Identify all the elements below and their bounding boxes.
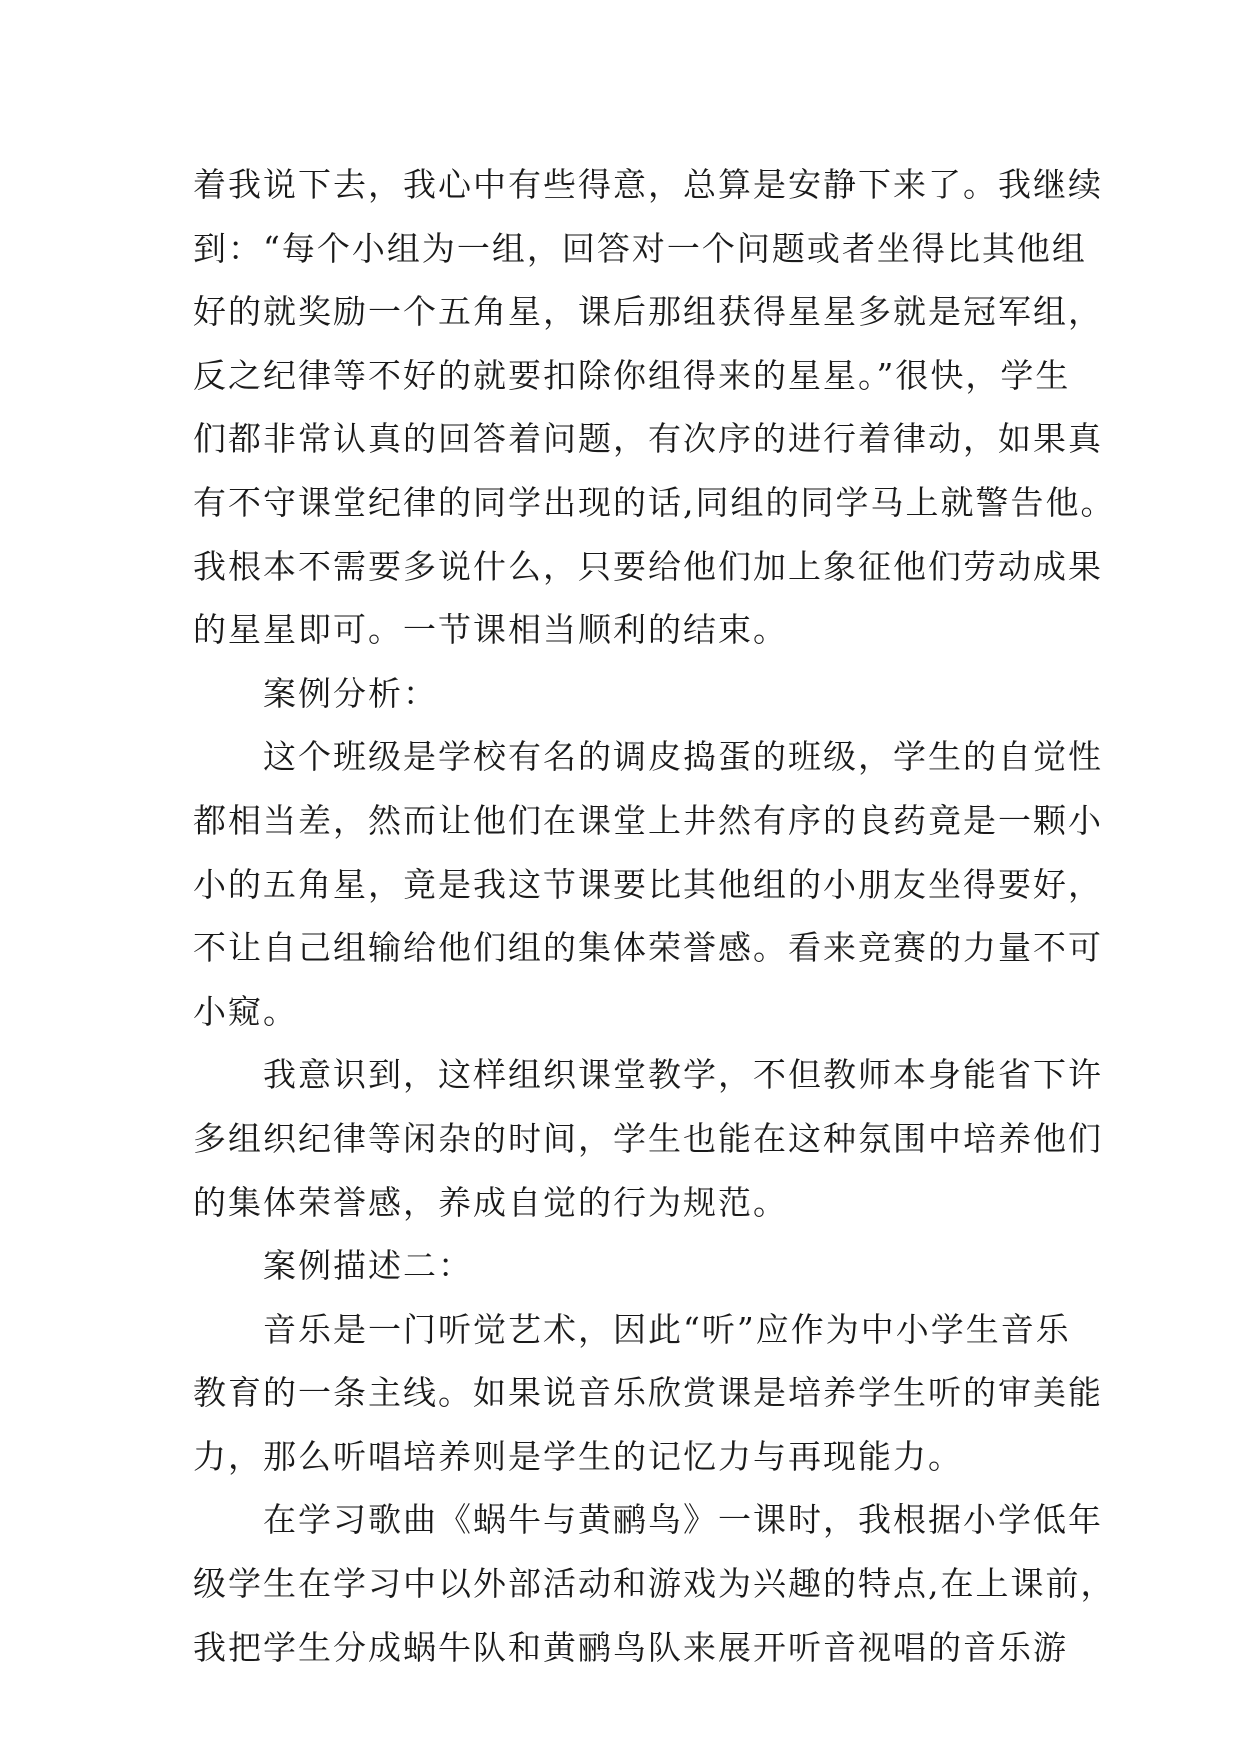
- text-line: 我意识到，这样组织课堂教学，不但教师本身能省下许: [263, 1055, 1103, 1095]
- text-line: 着我说下去，我心中有些得意，总算是安静下来了。我继续: [193, 165, 1103, 204]
- body-text: [193, 165, 1116, 1691]
- text-line: 有不守课堂纪律的同学出现的话,同组的同学马上就警告他。: [193, 482, 1116, 522]
- text-line: 反之纪律等不好的就要扣除你组得来的星星。”很快，学生: [193, 355, 1071, 395]
- text-line: 级学生在学习中以外部活动和游戏为兴趣的特点,在上课前，: [193, 1564, 1116, 1604]
- text-line: 音乐是一门听觉艺术，因此“听”应作为中小学生音乐: [263, 1309, 1071, 1349]
- text-line: 力，那么听唱培养则是学生的记忆力与再现能力。: [193, 1436, 963, 1476]
- text-line: 的星星即可。一节课相当顺利的结束。: [193, 610, 788, 650]
- text-line: 小窥。: [193, 991, 298, 1031]
- text-line: 案例描述二：: [263, 1246, 473, 1286]
- text-line: 案例分析：: [263, 673, 438, 713]
- text-line: 不让自己组输给他们组的集体荣誉感。看来竞赛的力量不可: [193, 928, 1103, 968]
- text-line: 都相当差，然而让他们在课堂上井然有序的良药竟是一颗小: [193, 800, 1103, 840]
- text-line: 教育的一条主线。如果说音乐欣赏课是培养学生听的审美能: [193, 1373, 1103, 1413]
- text-line: 好的就奖励一个五角星，课后那组获得星星多就是冠军组，: [193, 292, 1103, 332]
- text-line: 这个班级是学校有名的调皮捣蛋的班级，学生的自觉性: [263, 737, 1103, 777]
- text-line: 小的五角星，竟是我这节课要比其他组的小朋友坐得要好，: [193, 864, 1103, 904]
- text-line: 在学习歌曲《蜗牛与黄鹂鸟》一课时，我根据小学低年: [263, 1500, 1103, 1540]
- text-line: 们都非常认真的回答着问题，有次序的进行着律动，如果真: [193, 419, 1103, 459]
- text-line: 的集体荣誉感，养成自觉的行为规范。: [193, 1182, 788, 1222]
- text-line: 多组织纪律等闲杂的时间，学生也能在这种氛围中培养他们: [193, 1118, 1103, 1158]
- text-line: 我把学生分成蜗牛队和黄鹂鸟队来展开听音视唱的音乐游: [193, 1627, 1068, 1667]
- text-line: 我根本不需要多说什么，只要给他们加上象征他们劳动成果: [193, 546, 1103, 586]
- text-line: 到：“每个小组为一组，回答对一个问题或者坐得比其他组: [193, 228, 1087, 268]
